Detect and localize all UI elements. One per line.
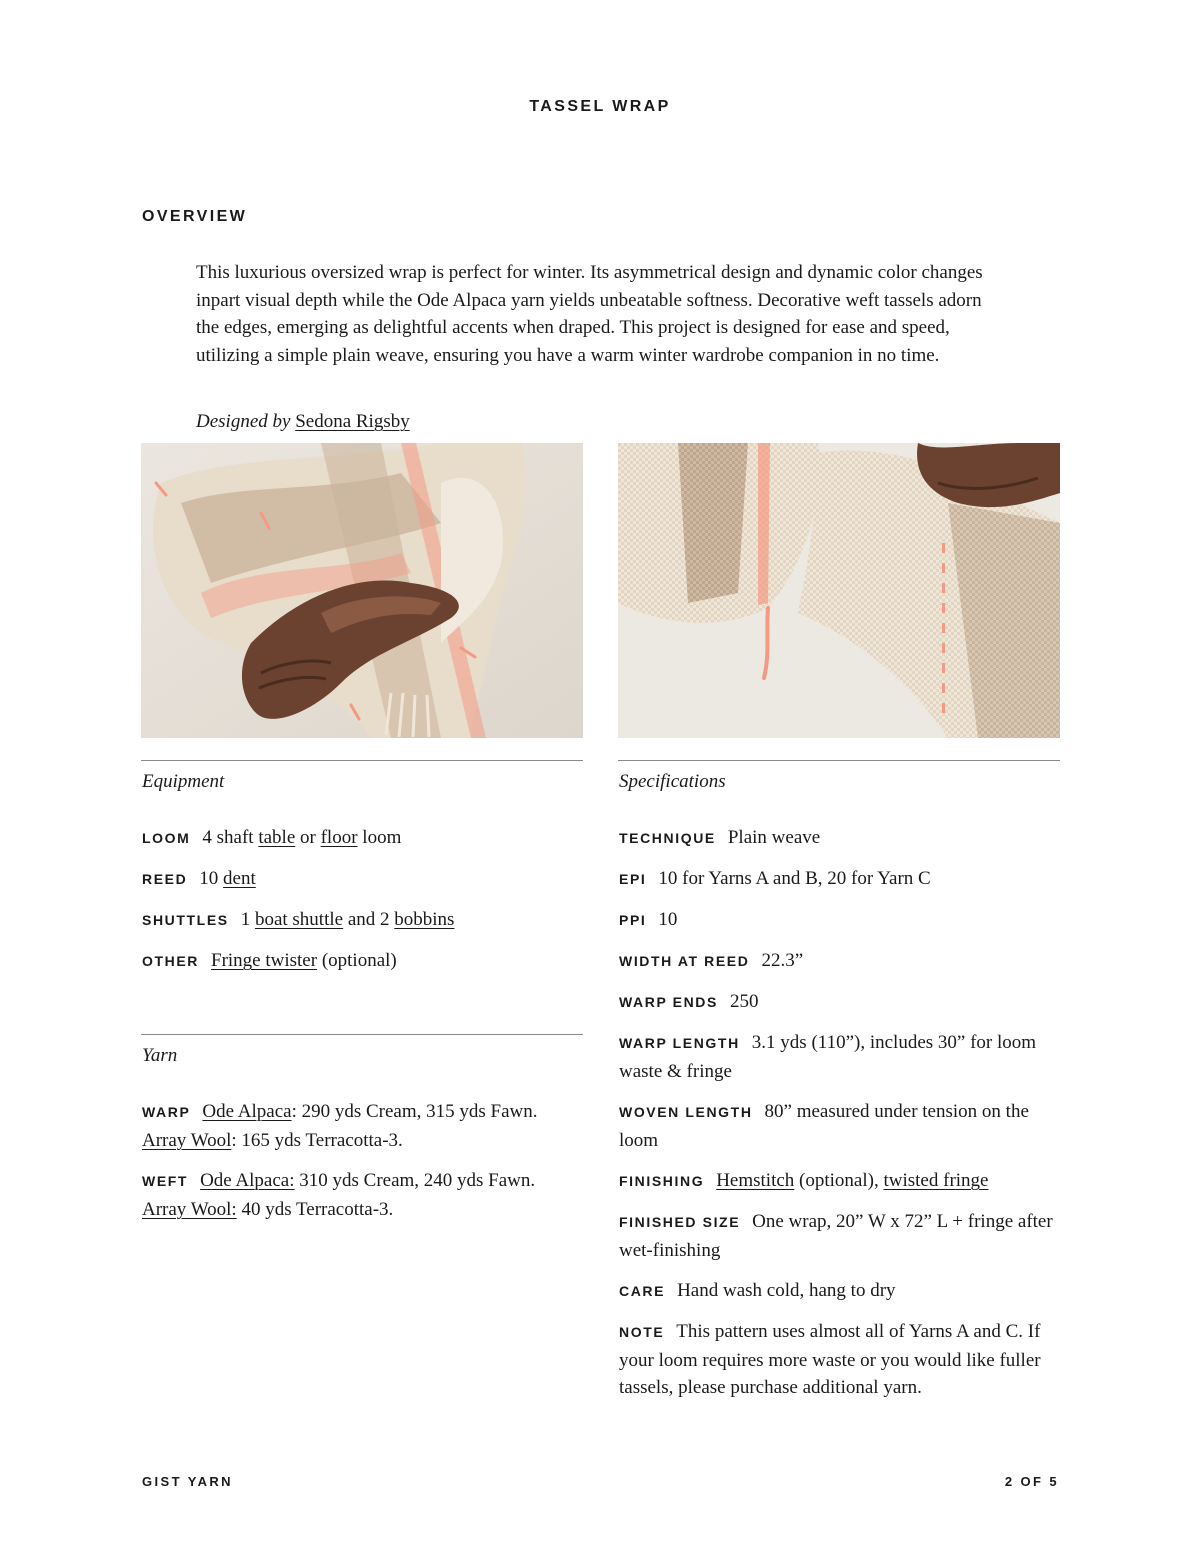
floor-loom-link[interactable]: floor <box>320 827 358 848</box>
equipment-divider <box>141 760 583 761</box>
loom-text-pre: 4 shaft <box>202 827 254 848</box>
ppi-value: 10 <box>658 909 678 930</box>
warp-array-wool-link[interactable]: Array Wool <box>142 1129 232 1151</box>
technique-label: TECHNIQUE <box>619 830 716 846</box>
other-text-post: (optional) <box>321 950 397 971</box>
weft-array-wool-link[interactable]: Array Wool: <box>142 1198 237 1220</box>
weft-ode-alpaca-amounts: 310 yds Cream, 240 yds Fawn. <box>294 1170 536 1191</box>
finishing-text-mid: (optional), <box>799 1170 879 1191</box>
woven-length-label: WOVEN LENGTH <box>619 1104 753 1120</box>
epi-value: 10 for Yarns A and B, 20 for Yarn C <box>658 868 931 889</box>
note-value: This pattern uses almost all of Yarns A and C. If your loom requires more waste or you would like fuller tassels, please purchase additional yarn. <box>619 1321 1041 1398</box>
weft-label: WEFT <box>142 1173 189 1189</box>
equipment-title: Equipment <box>142 771 225 792</box>
shuttles-text-mid: and 2 <box>347 909 390 930</box>
loom-text-post: loom <box>362 827 402 848</box>
spec-woven-length-row <box>619 1098 1061 1154</box>
warp-ode-alpaca-link[interactable]: Ode Alpaca <box>202 1101 292 1122</box>
twisted-fringe-link[interactable]: twisted fringe <box>883 1170 989 1191</box>
spec-finished-size-row <box>619 1208 1061 1264</box>
warp-ends-value: 250 <box>729 991 759 1012</box>
table-loom-link[interactable]: table <box>258 827 296 848</box>
hemstitch-link[interactable]: Hemstitch <box>716 1170 795 1191</box>
equipment-reed-row <box>142 865 582 894</box>
specifications-divider <box>618 760 1060 761</box>
spec-ppi-row <box>619 906 1061 935</box>
other-label: OTHER <box>142 953 199 969</box>
care-label: CARE <box>619 1283 666 1299</box>
fringe-twister-link[interactable]: Fringe twister <box>211 950 318 971</box>
width-at-reed-value: 22.3” <box>761 950 804 971</box>
width-at-reed-label: WIDTH AT REED <box>619 953 750 969</box>
designer-credit <box>196 411 410 433</box>
bobbins-link[interactable]: bobbins <box>394 909 455 930</box>
shuttles-label: SHUTTLES <box>142 912 229 928</box>
shuttles-text-pre: 1 <box>240 909 251 930</box>
yarn-warp-row <box>142 1098 582 1154</box>
weave-detail-illustration <box>618 443 1060 738</box>
reed-text-pre: 10 <box>199 868 219 889</box>
finished-size-label: FINISHED SIZE <box>619 1214 741 1230</box>
warp-label: WARP <box>142 1104 191 1120</box>
yarn-title: Yarn <box>142 1045 178 1066</box>
spec-finishing-row <box>619 1167 1061 1196</box>
spec-epi-row <box>619 865 1061 894</box>
warp-array-wool-amounts: : 165 yds Terracotta-3. <box>231 1129 403 1151</box>
care-value: Hand wash cold, hang to dry <box>677 1280 896 1301</box>
reed-label: REED <box>142 871 188 887</box>
equipment-shuttles-row <box>142 906 582 935</box>
woven-length-value: 80” measured under tension on the loom <box>619 1101 1029 1151</box>
warp-length-value: 3.1 yds (110”), includes 30” for loom waste & fringe <box>619 1032 1037 1082</box>
spec-warp-length-row <box>619 1029 1061 1085</box>
page-number: 2 OF 5 <box>1004 1474 1059 1489</box>
weft-array-wool-amounts: 40 yds Terracotta-3. <box>236 1198 394 1220</box>
finishing-label: FINISHING <box>619 1173 705 1189</box>
weave-detail-photo <box>618 443 1060 738</box>
loom-text-mid: or <box>300 827 316 848</box>
equipment-loom-row <box>142 824 582 853</box>
note-label: NOTE <box>619 1324 665 1340</box>
yarn-weft-row <box>142 1167 582 1223</box>
technique-value: Plain weave <box>727 827 821 848</box>
warp-length-label: WARP LENGTH <box>619 1035 740 1051</box>
ppi-label: PPI <box>619 912 647 928</box>
equipment-other-row <box>142 947 582 976</box>
spec-care-row <box>619 1277 1061 1306</box>
warp-ode-alpaca-amounts: : 290 yds Cream, 315 yds Fawn. <box>291 1101 538 1122</box>
wrap-with-gloves-illustration <box>141 443 583 738</box>
yarn-divider <box>141 1034 583 1035</box>
specifications-title: Specifications <box>619 771 726 792</box>
spec-technique-row <box>619 824 1061 853</box>
epi-label: EPI <box>619 871 647 887</box>
overview-paragraph: This luxurious oversized wrap is perfect for winter. Its asymmetrical design and dynamic color changes inpart visual depth while the Ode Alpaca yarn yields unbeatable softness. Decorative weft tassels adorn the edges, emerging as delightful accents when draped. This project is designed for ease and speed, utilizing a simple plain weave, ensuring you have a warm winter wardrobe companion in no time. <box>196 262 983 366</box>
designed-by-prefix: Designed by <box>196 411 291 432</box>
footer-brand: GIST YARN <box>142 1474 233 1489</box>
spec-width-at-reed-row <box>619 947 1061 976</box>
weft-ode-alpaca-link[interactable]: Ode Alpaca: <box>200 1170 295 1191</box>
overview-heading: OVERVIEW <box>142 208 248 225</box>
boat-shuttle-link[interactable]: boat shuttle <box>254 909 344 930</box>
spec-warp-ends-row <box>619 988 1061 1017</box>
finished-size-value: One wrap, 20” W x 72” L + fringe after wet-finishing <box>619 1211 1053 1261</box>
loom-label: LOOM <box>142 830 191 846</box>
spec-note-row <box>619 1318 1061 1402</box>
dent-link[interactable]: dent <box>223 868 256 889</box>
warp-ends-label: WARP ENDS <box>619 994 718 1010</box>
document-title: TASSEL WRAP <box>529 98 671 115</box>
wrap-with-gloves-photo <box>141 443 583 738</box>
designer-link[interactable]: Sedona Rigsby <box>295 411 410 432</box>
